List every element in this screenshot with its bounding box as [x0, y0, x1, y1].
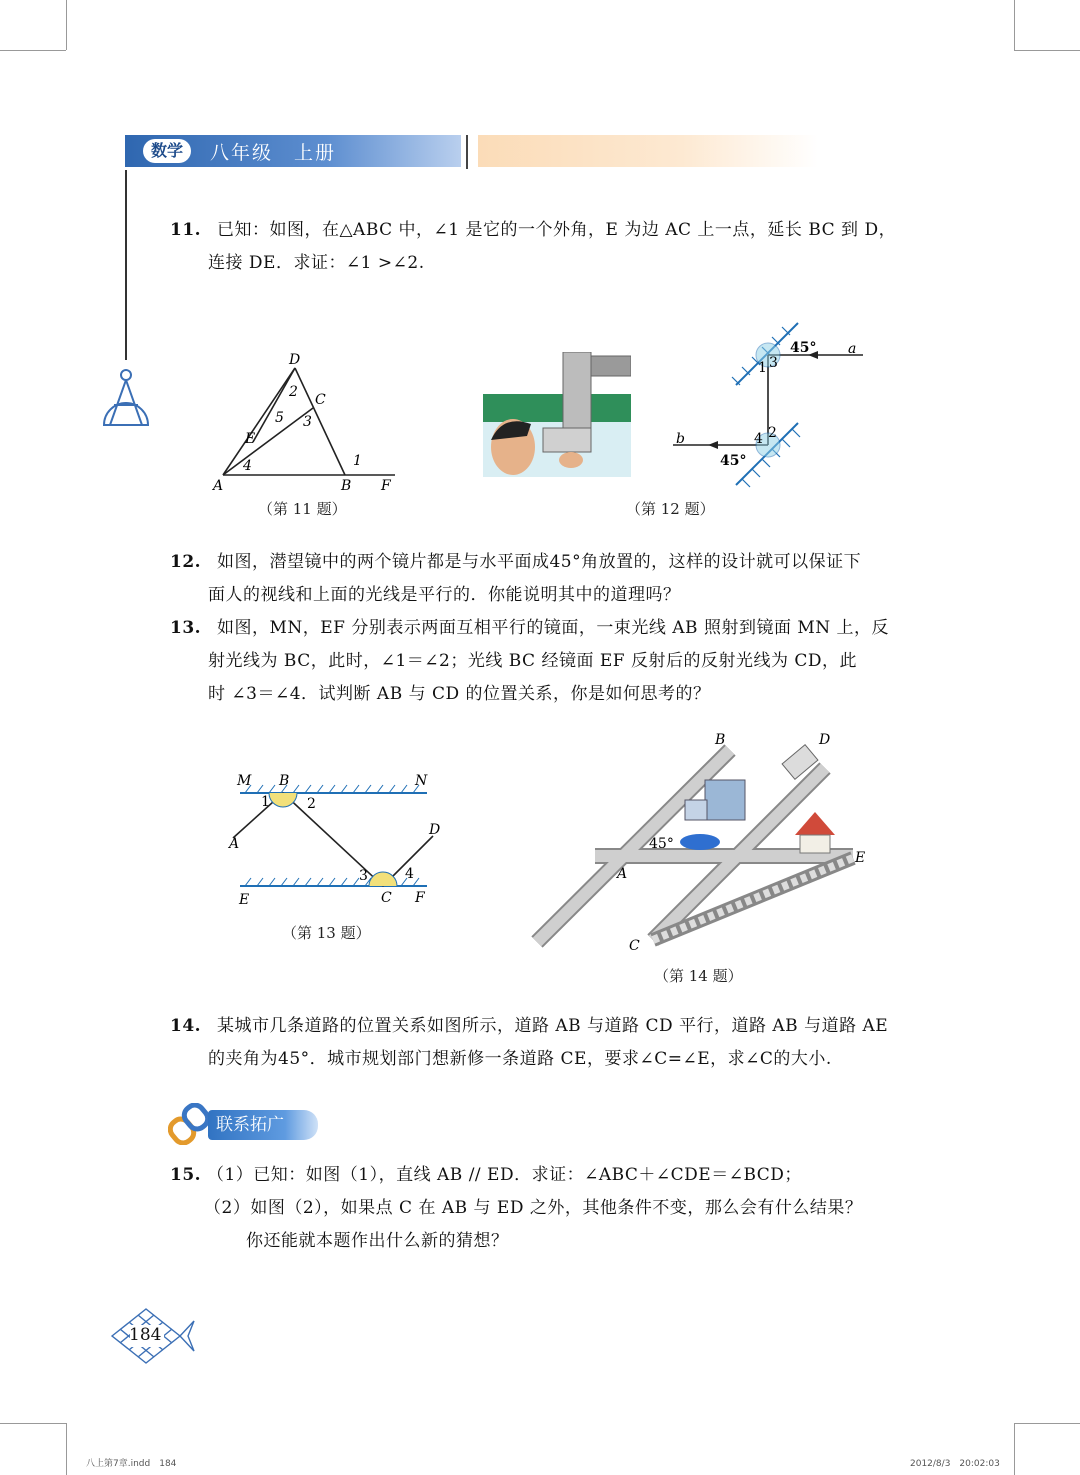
label-n: N	[415, 773, 428, 789]
angle-2: 2	[768, 425, 777, 441]
problem-14	[170, 1010, 920, 1076]
angle-2: 2	[289, 384, 298, 400]
problem-15	[170, 1159, 930, 1258]
problem-number: 11.	[170, 220, 202, 240]
footer-timestamp: 2012/8/3 20:02:03	[910, 1459, 1000, 1469]
label-a: A	[617, 866, 628, 882]
figure-12-periscope	[483, 352, 631, 477]
label-e: E	[855, 850, 866, 866]
compass-icon	[100, 365, 152, 431]
chain-link-icon	[168, 1103, 210, 1145]
grade-label: 八年级 上册	[210, 142, 337, 164]
problem-12	[170, 546, 920, 612]
angle-1: 1	[261, 794, 270, 810]
problem-text: 射光线为 BC，此时，∠1＝∠2；光线 BC 经镜面 EF 反射后的反射光线为 CD，此	[208, 651, 858, 671]
problem-text: 的夹角为45°．城市规划部门想新修一条道路 CE，要求∠C=∠E，求∠C的大小.	[208, 1049, 832, 1069]
problem-text: 已知：如图，在△ABC 中，∠1 是它的一个外角，E 为边 AC 上一点，延长 BC 到 D，	[216, 220, 897, 240]
angle-3: 3	[359, 868, 368, 884]
angle-45: 45°	[649, 836, 674, 852]
problem-number: 12.	[170, 552, 202, 572]
label-a: A	[213, 478, 224, 494]
angle-45-top: 45°	[790, 340, 817, 356]
margin-line	[125, 170, 127, 360]
angle-1: 1	[758, 360, 767, 376]
label-c: C	[315, 392, 326, 408]
label-e: E	[239, 892, 250, 908]
problem-text: 如图，潜望镜中的两个镜片都是与水平面成45°角放置的，这样的设计就可以保证下	[216, 552, 862, 572]
problem-text: 如图，MN，EF 分别表示两面互相平行的镜面，一束光线 AB 照射到镜面 MN 上，反	[216, 618, 890, 638]
label-e: E	[245, 431, 256, 447]
problem-number: 14.	[170, 1016, 202, 1036]
figure-13-caption: （第 13 题）	[282, 924, 371, 942]
extension-section-title: 联系拓广	[208, 1110, 318, 1140]
problem-11	[170, 214, 920, 280]
label-m: M	[237, 773, 252, 789]
label-b: B	[341, 478, 352, 494]
ray-b-label: b	[676, 431, 685, 447]
label-d: D	[819, 732, 831, 748]
label-b: B	[279, 773, 290, 789]
angle-2: 2	[307, 796, 316, 812]
angle-1: 1	[353, 453, 362, 469]
angle-4: 4	[754, 431, 763, 447]
problem-text: 某城市几条道路的位置关系如图所示，道路 AB 与道路 CD 平行，道路 AB 与道路 AE	[216, 1016, 889, 1036]
header-divider	[466, 135, 468, 169]
problem-text: 连接 DE．求证：∠1 >∠2.	[208, 253, 425, 273]
figure-12-caption: （第 12 题）	[626, 500, 715, 518]
angle-4: 4	[405, 866, 414, 882]
label-f: F	[415, 890, 425, 906]
figure-11-triangle	[205, 350, 405, 495]
problem-text: 你还能就本题作出什么新的猜想？	[246, 1231, 509, 1251]
problem-number: 13.	[170, 618, 202, 638]
problem-text: 时 ∠3＝∠4．试判断 AB 与 CD 的位置关系，你是如何思考的？	[208, 684, 711, 704]
angle-4: 4	[243, 458, 252, 474]
label-c: C	[381, 890, 392, 906]
problem-text: 面人的视线和上面的光线是平行的．你能说明其中的道理吗？	[208, 585, 681, 605]
angle-3: 3	[769, 355, 778, 371]
angle-3: 3	[303, 414, 312, 430]
label-d: D	[429, 822, 441, 838]
figure-11-caption: （第 11 题）	[258, 500, 347, 518]
figure-14-roads	[525, 730, 875, 960]
subject-badge: 数学	[143, 139, 191, 163]
angle-45-bottom: 45°	[720, 453, 747, 469]
footer-file-info: 八上第7章.indd 184	[86, 1459, 177, 1469]
figure-14-caption: （第 14 题）	[654, 967, 743, 985]
ray-a-label: a	[848, 341, 857, 357]
label-d: D	[289, 352, 301, 368]
problem-number: 15.	[170, 1165, 202, 1185]
figure-12-mirrors	[668, 315, 868, 490]
angle-5: 5	[275, 410, 284, 426]
label-c: C	[629, 938, 640, 954]
label-f: F	[381, 478, 391, 494]
problem-text: （2）如图（2），如果点 C 在 AB 与 ED 之外，其他条件不变，那么会有什么结果？	[204, 1198, 863, 1218]
label-b: B	[715, 732, 726, 748]
problem-13	[170, 612, 920, 711]
header-gradient	[478, 135, 818, 167]
problem-text: （1）已知：如图（1），直线 AB // ED．求证：∠ABC＋∠CDE＝∠BCD；	[206, 1165, 802, 1185]
label-a: A	[229, 836, 240, 852]
figure-13-mirrors	[225, 768, 450, 913]
page-number: 184	[129, 1325, 162, 1345]
